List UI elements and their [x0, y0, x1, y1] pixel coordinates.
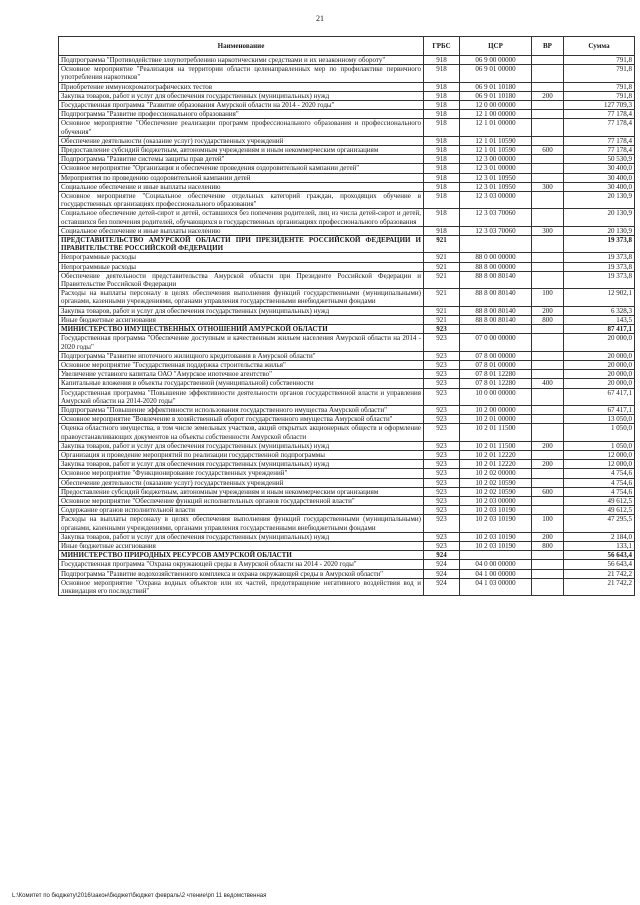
cell-grbs: 918: [424, 173, 460, 182]
cell-vr: [532, 164, 564, 173]
table-row: [59, 119, 635, 136]
table-row: [59, 65, 635, 82]
column-header-grbs: ГРБС: [424, 37, 460, 56]
cell-vr: 800: [532, 315, 564, 324]
table-row: [59, 289, 635, 306]
cell-name: Закупка товаров, работ и услуг для обеспечения государственных (муниципальных) нужд: [59, 441, 424, 450]
cell-csr: [460, 236, 532, 253]
cell-csr: 88 8 00 80140: [460, 271, 532, 288]
cell-name: Подпрограмма "Развитие профессионального образования": [59, 110, 424, 119]
cell-name: Социальное обеспечение детей-сирот и детей, оставшихся без попечения родителей, лиц из числа детей-сирот и детей, оставшихся без попечения родителей, обучающихся в государственных организациях профессионального образования: [59, 209, 424, 226]
cell-grbs: 921: [424, 315, 460, 324]
cell-grbs: 918: [424, 182, 460, 191]
cell-csr: 10 2 02 00000: [460, 469, 532, 478]
cell-name: Предоставление субсидий бюджетным, автономным учреждениям и иным некоммерческим организациям: [59, 146, 424, 155]
cell-grbs: 918: [424, 136, 460, 145]
cell-grbs: 924: [424, 560, 460, 569]
cell-grbs: 923: [424, 515, 460, 532]
cell-csr: 07 8 01 12280: [460, 370, 532, 379]
cell-csr: 06 9 01 10180: [460, 82, 532, 91]
cell-vr: 200: [532, 532, 564, 541]
cell-csr: 88 8 00 80140: [460, 306, 532, 315]
cell-csr: 10 2 02 10590: [460, 487, 532, 496]
cell-sum: 791,8: [564, 91, 635, 100]
cell-vr: [532, 405, 564, 414]
table-row: [59, 532, 635, 541]
cell-vr: [532, 496, 564, 505]
cell-csr: 10 2 01 11500: [460, 424, 532, 441]
table-row: [59, 236, 635, 253]
cell-sum: 12 000,0: [564, 460, 635, 469]
cell-grbs: 921: [424, 271, 460, 288]
cell-csr: [460, 325, 532, 334]
cell-name: Подпрограмма "Повышение эффективности использования государственного имущества Амурской области": [59, 405, 424, 414]
cell-sum: 30 400,0: [564, 164, 635, 173]
cell-sum: 20 000,0: [564, 370, 635, 379]
cell-name: Приобретение иммунохроматографических тестов: [59, 82, 424, 91]
cell-name: Иные бюджетные ассигнования: [59, 541, 424, 550]
cell-sum: 20 130,9: [564, 192, 635, 209]
cell-csr: 12 1 01 10590: [460, 146, 532, 155]
cell-csr: 10 2 03 00000: [460, 496, 532, 505]
cell-vr: [532, 388, 564, 405]
cell-grbs: 921: [424, 306, 460, 315]
table-row: [59, 487, 635, 496]
cell-sum: 20 000,0: [564, 360, 635, 369]
cell-vr: [532, 173, 564, 182]
cell-vr: [532, 478, 564, 487]
cell-sum: 143,5: [564, 315, 635, 324]
cell-name: Основное мероприятие "Реализация на территории области целенаправленных мер по профилактике первичного употребления наркотиков": [59, 65, 424, 82]
cell-grbs: 923: [424, 405, 460, 414]
table-row: [59, 441, 635, 450]
cell-sum: 20 000,0: [564, 334, 635, 351]
cell-sum: 12 902,1: [564, 289, 635, 306]
cell-sum: 1 050,0: [564, 424, 635, 441]
cell-grbs: 923: [424, 351, 460, 360]
table-row: [59, 136, 635, 145]
cell-grbs: 923: [424, 506, 460, 515]
cell-name: Обеспечение деятельности (оказание услуг) государственных учреждений: [59, 136, 424, 145]
cell-name: Непрограммные расходы: [59, 262, 424, 271]
cell-grbs: 923: [424, 541, 460, 550]
cell-name: Оценка областного имущества, в том числе земельных участков, акций открытых акционерных обществ и оформление правоустанавливающих документов на объекты собственности Амурской области: [59, 424, 424, 441]
cell-grbs: 918: [424, 110, 460, 119]
cell-name: Основное мероприятие "Вовлечение в хозяйственный оборот государственного имущества Амурской области": [59, 415, 424, 424]
cell-grbs: 923: [424, 441, 460, 450]
cell-sum: 2 184,0: [564, 532, 635, 541]
cell-sum: 20 000,0: [564, 379, 635, 388]
cell-csr: 12 3 03 70060: [460, 226, 532, 235]
table-row: [59, 315, 635, 324]
cell-csr: 10 2 01 11500: [460, 441, 532, 450]
table-row: [59, 506, 635, 515]
cell-grbs: 924: [424, 578, 460, 595]
table-row: [59, 82, 635, 91]
cell-grbs: 918: [424, 155, 460, 164]
cell-name: Основное мероприятие "Обеспечение функций исполнительных органов государственной власти": [59, 496, 424, 505]
cell-name: Организация и проведение мероприятий по реализации государственной подпрограммы: [59, 450, 424, 459]
cell-name: Закупка товаров, работ и услуг для обеспечения государственных (муниципальных) нужд: [59, 460, 424, 469]
cell-name: Непрограммные расходы: [59, 253, 424, 262]
cell-name: Государственная программа "Охрана окружающей среды в Амурской области на 2014 - 2020 годы": [59, 560, 424, 569]
table-row: [59, 460, 635, 469]
cell-name: Подпрограмма "Развитие системы защиты прав детей": [59, 155, 424, 164]
cell-vr: [532, 424, 564, 441]
cell-grbs: 918: [424, 56, 460, 65]
table-row: [59, 424, 635, 441]
table-row: [59, 101, 635, 110]
cell-grbs: 918: [424, 65, 460, 82]
cell-name: Обеспечение деятельности (оказание услуг) государственных учреждений: [59, 478, 424, 487]
cell-name: Иные бюджетные ассигнования: [59, 315, 424, 324]
cell-name: Основное мероприятие "Обеспечение реализации программ профессионального образования и профессионального обучения": [59, 119, 424, 136]
cell-sum: 30 400,0: [564, 173, 635, 182]
cell-vr: [532, 271, 564, 288]
cell-sum: 77 178,4: [564, 146, 635, 155]
cell-csr: 10 2 00 00000: [460, 405, 532, 414]
cell-sum: 77 178,4: [564, 136, 635, 145]
table-row: [59, 415, 635, 424]
cell-sum: 1 050,0: [564, 441, 635, 450]
cell-grbs: 921: [424, 289, 460, 306]
cell-vr: 200: [532, 441, 564, 450]
table-row: [59, 388, 635, 405]
table-row: [59, 209, 635, 226]
column-header-sum: Сумма: [564, 37, 635, 56]
cell-name: Подпрограмма "Развитие ипотечного жилищного кредитования в Амурской области": [59, 351, 424, 360]
table-row: [59, 370, 635, 379]
table-row: [59, 325, 635, 334]
cell-grbs: 918: [424, 101, 460, 110]
cell-csr: 10 2 02 10590: [460, 478, 532, 487]
table-row: [59, 351, 635, 360]
cell-sum: 30 400,0: [564, 182, 635, 191]
cell-vr: [532, 209, 564, 226]
table-row: [59, 306, 635, 315]
table-row: [59, 155, 635, 164]
table-row: [59, 469, 635, 478]
cell-grbs: 921: [424, 253, 460, 262]
cell-grbs: 923: [424, 469, 460, 478]
cell-csr: 07 8 00 00000: [460, 351, 532, 360]
cell-sum: 127 709,3: [564, 101, 635, 110]
table-row: [59, 541, 635, 550]
cell-csr: 10 2 03 10190: [460, 515, 532, 532]
cell-grbs: 918: [424, 91, 460, 100]
table-row: [59, 515, 635, 532]
cell-sum: 49 612,5: [564, 496, 635, 505]
cell-csr: 10 2 03 10190: [460, 506, 532, 515]
table-row: [59, 360, 635, 369]
cell-vr: [532, 334, 564, 351]
table-row: [59, 182, 635, 191]
cell-vr: [532, 253, 564, 262]
column-header-csr: ЦСР: [460, 37, 532, 56]
cell-vr: [532, 325, 564, 334]
cell-name: Содержание органов исполнительной власти: [59, 506, 424, 515]
cell-name: Обеспечение деятельности представительства Амурской области при Президенте Российской Федерации и Правительстве Российской Федерации: [59, 271, 424, 288]
cell-vr: [532, 569, 564, 578]
cell-vr: [532, 82, 564, 91]
file-path-footer: L:\Комитет по бюджету\2016\закон\бюджет\бюджет февраль\2 чтение\рп 11 ведомственная: [12, 893, 267, 899]
cell-name: Основное мероприятие "Организация и обеспечение проведения оздоровительной кампании детей": [59, 164, 424, 173]
cell-csr: 07 8 01 12280: [460, 379, 532, 388]
table-row: [59, 569, 635, 578]
table-row: [59, 253, 635, 262]
cell-name: Закупка товаров, работ и услуг для обеспечения государственных (муниципальных) нужд: [59, 306, 424, 315]
cell-vr: 100: [532, 289, 564, 306]
cell-vr: [532, 101, 564, 110]
cell-grbs: 918: [424, 209, 460, 226]
cell-csr: 06 9 01 10180: [460, 91, 532, 100]
cell-sum: 12 000,0: [564, 450, 635, 459]
cell-sum: 4 754,6: [564, 469, 635, 478]
cell-grbs: 918: [424, 119, 460, 136]
cell-csr: 88 8 00 80140: [460, 289, 532, 306]
cell-sum: 77 178,4: [564, 110, 635, 119]
cell-sum: 77 178,4: [564, 119, 635, 136]
cell-csr: 12 3 03 00000: [460, 192, 532, 209]
cell-csr: 04 0 00 00000: [460, 560, 532, 569]
table-row: [59, 496, 635, 505]
table-row: [59, 478, 635, 487]
table-row: [59, 560, 635, 569]
cell-csr: 88 8 00 00000: [460, 262, 532, 271]
cell-vr: [532, 469, 564, 478]
cell-grbs: 923: [424, 478, 460, 487]
cell-vr: 600: [532, 487, 564, 496]
cell-sum: 791,8: [564, 82, 635, 91]
cell-grbs: 923: [424, 379, 460, 388]
cell-vr: [532, 192, 564, 209]
cell-vr: [532, 119, 564, 136]
cell-csr: 10 2 01 00000: [460, 415, 532, 424]
cell-name: Государственная программа "Развитие образования Амурской области на 2014 - 2020 годы": [59, 101, 424, 110]
cell-name: МИНИСТЕРСТВО ПРИРОДНЫХ РЕСУРСОВ АМУРСКОЙ ОБЛАСТИ: [59, 551, 424, 560]
cell-sum: 791,8: [564, 56, 635, 65]
cell-name: Государственная программа "Повышение эффективности деятельности органов государственной власти и управления Амурской области на 2014-2020 годы": [59, 388, 424, 405]
cell-grbs: 923: [424, 450, 460, 459]
cell-vr: [532, 236, 564, 253]
cell-vr: 400: [532, 379, 564, 388]
table-body: [59, 56, 635, 596]
cell-csr: 04 1 00 00000: [460, 569, 532, 578]
cell-sum: 4 754,6: [564, 478, 635, 487]
table-row: [59, 164, 635, 173]
cell-csr: 10 2 01 12220: [460, 460, 532, 469]
cell-grbs: 923: [424, 388, 460, 405]
cell-grbs: 923: [424, 325, 460, 334]
cell-sum: 49 612,5: [564, 506, 635, 515]
page-number: 21: [316, 14, 324, 23]
cell-vr: [532, 450, 564, 459]
cell-sum: 67 417,1: [564, 405, 635, 414]
cell-name: Увеличение уставного капитала ОАО "Амурское ипотечное агентство": [59, 370, 424, 379]
cell-vr: [532, 110, 564, 119]
cell-sum: 87 417,1: [564, 325, 635, 334]
cell-name: МИНИСТЕРСТВО ИМУЩЕСТВЕННЫХ ОТНОШЕНИЙ АМУРСКОЙ ОБЛАСТИ: [59, 325, 424, 334]
cell-grbs: 923: [424, 360, 460, 369]
cell-vr: 300: [532, 226, 564, 235]
table-row: [59, 379, 635, 388]
cell-name: Закупка товаров, работ и услуг для обеспечения государственных (муниципальных) нужд: [59, 91, 424, 100]
cell-sum: 21 742,2: [564, 578, 635, 595]
cell-sum: 13 050,0: [564, 415, 635, 424]
cell-sum: 47 295,5: [564, 515, 635, 532]
cell-vr: [532, 506, 564, 515]
cell-name: Капитальные вложения в объекты государственной (муниципальной) собственности: [59, 379, 424, 388]
cell-sum: 50 530,9: [564, 155, 635, 164]
cell-sum: 19 373,8: [564, 236, 635, 253]
cell-csr: 07 0 00 00000: [460, 334, 532, 351]
cell-sum: 791,8: [564, 65, 635, 82]
table-row: [59, 334, 635, 351]
table-row: [59, 578, 635, 595]
table-row: [59, 450, 635, 459]
table-row: [59, 110, 635, 119]
cell-vr: [532, 351, 564, 360]
cell-name: Государственная программа "Обеспечение доступным и качественным жильем населения Амурской области на 2014 - 2020 годы": [59, 334, 424, 351]
cell-grbs: 918: [424, 164, 460, 173]
cell-sum: 133,1: [564, 541, 635, 550]
cell-vr: [532, 56, 564, 65]
cell-csr: 10 2 01 12220: [460, 450, 532, 459]
cell-name: Основное мероприятие "Охрана водных объектов или их частей, предотвращение негативного воздействия вод и ликвидация его последствий": [59, 578, 424, 595]
cell-grbs: 923: [424, 424, 460, 441]
cell-vr: [532, 578, 564, 595]
cell-sum: 19 373,8: [564, 253, 635, 262]
cell-sum: 56 643,4: [564, 551, 635, 560]
table-row: [59, 91, 635, 100]
cell-vr: [532, 262, 564, 271]
table-row: [59, 271, 635, 288]
cell-csr: 12 3 03 70060: [460, 209, 532, 226]
cell-grbs: 923: [424, 532, 460, 541]
table-header-row: [59, 37, 635, 56]
cell-csr: 12 1 00 00000: [460, 110, 532, 119]
cell-grbs: 921: [424, 262, 460, 271]
cell-vr: 200: [532, 306, 564, 315]
cell-name: Социальное обеспечение и иные выплаты населению: [59, 182, 424, 191]
cell-grbs: 923: [424, 460, 460, 469]
table-row: [59, 226, 635, 235]
cell-csr: 10 2 03 10190: [460, 532, 532, 541]
cell-sum: 20 130,9: [564, 226, 635, 235]
cell-vr: [532, 360, 564, 369]
table-row: [59, 56, 635, 65]
cell-csr: [460, 551, 532, 560]
cell-csr: 10 2 03 10190: [460, 541, 532, 550]
cell-vr: 100: [532, 515, 564, 532]
cell-vr: 600: [532, 146, 564, 155]
cell-grbs: 924: [424, 551, 460, 560]
cell-grbs: 924: [424, 569, 460, 578]
cell-vr: 800: [532, 541, 564, 550]
cell-sum: 20 130,9: [564, 209, 635, 226]
cell-csr: 12 3 01 10950: [460, 182, 532, 191]
cell-vr: 300: [532, 182, 564, 191]
cell-name: Основное мероприятие "Функционирование государственных учреждений": [59, 469, 424, 478]
cell-csr: 12 1 01 10590: [460, 136, 532, 145]
cell-vr: [532, 551, 564, 560]
cell-grbs: 918: [424, 146, 460, 155]
cell-csr: 12 1 01 00000: [460, 119, 532, 136]
cell-grbs: 918: [424, 82, 460, 91]
table-row: [59, 192, 635, 209]
cell-sum: 67 417,1: [564, 388, 635, 405]
cell-vr: [532, 155, 564, 164]
cell-csr: 07 8 01 00000: [460, 360, 532, 369]
cell-sum: 19 373,8: [564, 262, 635, 271]
cell-vr: 200: [532, 91, 564, 100]
cell-grbs: 918: [424, 192, 460, 209]
cell-grbs: 923: [424, 334, 460, 351]
column-header-name: Наименование: [59, 37, 424, 56]
column-header-vr: ВР: [532, 37, 564, 56]
cell-vr: [532, 65, 564, 82]
cell-csr: 12 3 01 00000: [460, 164, 532, 173]
cell-grbs: 923: [424, 370, 460, 379]
cell-name: Расходы на выплаты персоналу в целях обеспечения выполнения функций государственными (муниципальными) органами, казенными учреждениями, органами управления государственными внебюджетными фондами: [59, 515, 424, 532]
cell-grbs: 923: [424, 496, 460, 505]
cell-sum: 20 000,0: [564, 351, 635, 360]
cell-name: Основное мероприятие "Государственная поддержка строительства жилья": [59, 360, 424, 369]
cell-csr: 88 8 00 80140: [460, 315, 532, 324]
cell-csr: 04 1 03 00000: [460, 578, 532, 595]
cell-vr: [532, 136, 564, 145]
cell-name: Закупка товаров, работ и услуг для обеспечения государственных (муниципальных) нужд: [59, 532, 424, 541]
cell-csr: 06 9 00 00000: [460, 56, 532, 65]
cell-sum: 19 373,8: [564, 271, 635, 288]
cell-grbs: 921: [424, 236, 460, 253]
cell-csr: 12 3 00 00000: [460, 155, 532, 164]
cell-name: ПРЕДСТАВИТЕЛЬСТВО АМУРСКОЙ ОБЛАСТИ ПРИ ПРЕЗИДЕНТЕ РОССИЙСКОЙ ФЕДЕРАЦИИ И ПРАВИТЕЛЬСТВЕ РОССИЙСКОЙ ФЕДЕРАЦИИ: [59, 236, 424, 253]
table-row: [59, 551, 635, 560]
cell-grbs: 918: [424, 226, 460, 235]
cell-name: Социальное обеспечение и иные выплаты населению: [59, 226, 424, 235]
cell-vr: 200: [532, 460, 564, 469]
cell-csr: 10 0 00 00000: [460, 388, 532, 405]
cell-sum: 56 643,4: [564, 560, 635, 569]
cell-name: Мероприятия по проведению оздоровительной кампании детей: [59, 173, 424, 182]
table-row: [59, 262, 635, 271]
cell-sum: 21 742,2: [564, 569, 635, 578]
table-row: [59, 405, 635, 414]
cell-name: Предоставление субсидий бюджетным, автономным учреждениям и иным некоммерческим организациям: [59, 487, 424, 496]
cell-grbs: 923: [424, 415, 460, 424]
cell-grbs: 923: [424, 487, 460, 496]
cell-sum: 4 754,6: [564, 487, 635, 496]
cell-name: Подпрограмма "Развитие водохозяйственного комплекса и охрана окружающей среды в Амурской области": [59, 569, 424, 578]
budget-table: [58, 36, 635, 596]
cell-vr: [532, 370, 564, 379]
cell-vr: [532, 560, 564, 569]
cell-name: Основное мероприятие "Социальное обеспечение отдельных категорий граждан, проходящих обучение в государственных организациях профессионального образования": [59, 192, 424, 209]
cell-csr: 88 0 00 00000: [460, 253, 532, 262]
cell-csr: 12 3 01 10950: [460, 173, 532, 182]
table-row: [59, 146, 635, 155]
cell-csr: 06 9 01 00000: [460, 65, 532, 82]
cell-name: Расходы на выплаты персоналу в целях обеспечения выполнения функций государственными (муниципальными) органами, казенными учреждениями, органами управления государственными внебюджетными фондами: [59, 289, 424, 306]
cell-name: Подпрограмма "Противодействие злоупотреблению наркотическими средствами и их незаконному обороту": [59, 56, 424, 65]
cell-sum: 6 328,3: [564, 306, 635, 315]
cell-vr: [532, 415, 564, 424]
cell-csr: 12 0 00 00000: [460, 101, 532, 110]
table-row: [59, 173, 635, 182]
